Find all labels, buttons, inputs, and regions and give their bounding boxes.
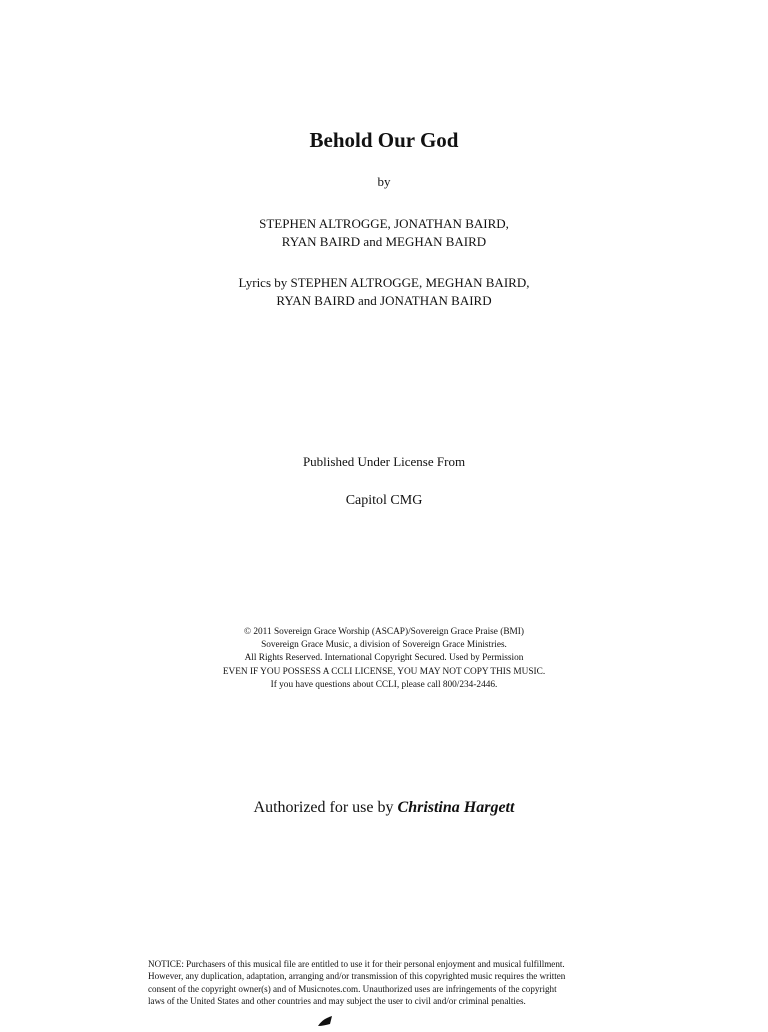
license-statement: Published Under License From xyxy=(302,454,466,469)
by-label: by xyxy=(377,174,391,189)
page-title: Behold Our God xyxy=(309,128,459,152)
copyright-line: © 2011 Sovereign Grace Worship (ASCAP)/Sovereign Grace Praise (BMI) xyxy=(243,627,524,637)
authorized-prefix: Authorized for use by xyxy=(253,799,394,816)
publisher-name: Capitol CMG xyxy=(345,493,423,508)
composers-line: STEPHEN ALTROGGE, JONATHAN BAIRD, xyxy=(259,216,509,231)
notice-line: However, any duplication, adaptation, arranging and/or transmission of this copyrighted music requires the written xyxy=(148,971,566,982)
copyright-block xyxy=(0,626,768,692)
composers-credit xyxy=(0,215,768,251)
copyright-line: If you have questions about CCLI, please call 800/234-2446. xyxy=(270,679,498,690)
copyright-line: Sovereign Grace Music, a division of Sovereign Grace Ministries. xyxy=(261,640,507,651)
lyrics-line: Lyrics by STEPHEN ALTROGGE, MEGHAN BAIRD, xyxy=(238,275,530,290)
notice-line: NOTICE: Purchasers of this musical file are entitled to use it for their personal enjoyment and musical fulfillment. xyxy=(148,959,565,969)
legal-notice xyxy=(148,958,628,1008)
copyright-line: All Rights Reserved. International Copyright Secured. Used by Permission xyxy=(244,653,524,664)
lyrics-credit xyxy=(0,274,768,310)
musicnotes-logo-icon xyxy=(312,1012,336,1032)
composers-line: RYAN BAIRD and MEGHAN BAIRD xyxy=(281,234,487,249)
authorized-user-name: Christina Hargett xyxy=(397,799,515,816)
lyrics-line: RYAN BAIRD and JONATHAN BAIRD xyxy=(276,293,492,308)
notice-line: consent of the copyright owner(s) and of Musicnotes.com. Unauthorized uses are infringements of the copyright xyxy=(148,983,557,994)
copyright-line: EVEN IF YOU POSSESS A CCLI LICENSE, YOU MAY NOT COPY THIS MUSIC. xyxy=(222,666,546,677)
notice-line: laws of the United States and other countries and may subject the user to civil and/or criminal penalties. xyxy=(148,996,526,1007)
authorized-user xyxy=(0,798,768,818)
